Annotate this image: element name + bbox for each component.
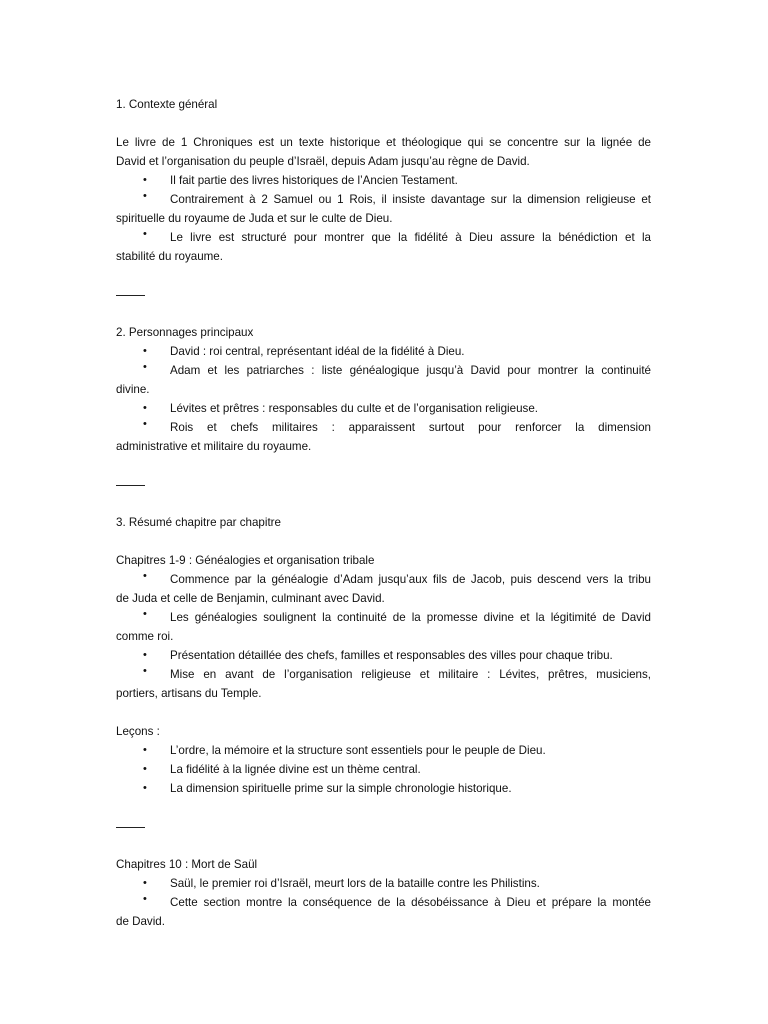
bullet-item xyxy=(116,893,651,931)
subheading-chapitres-1-9: Chapitres 1-9 : Généalogies et organisation tribale xyxy=(116,554,375,567)
bullet-item xyxy=(116,190,651,228)
bullet-item xyxy=(116,361,651,399)
bullet-item xyxy=(116,760,651,779)
section-heading-resume: 3. Résumé chapitre par chapitre xyxy=(116,516,281,529)
bullet-text: La dimension spirituelle prime sur la simple chronologie historique. xyxy=(170,782,512,795)
bullet-item xyxy=(116,171,651,190)
bullet-icon: • xyxy=(143,190,147,202)
bullet-text-continuation: stabilité du royaume. xyxy=(116,250,223,263)
bullet-text: Commence par la généalogie d’Adam jusqu’aux fils de Jacob, puis descend vers la tribu xyxy=(170,573,651,586)
bullet-icon: • xyxy=(143,893,147,905)
section-divider xyxy=(116,475,651,494)
bullet-text: Lévites et prêtres : responsables du culte et de l’organisation religieuse. xyxy=(170,402,538,415)
bullet-icon: • xyxy=(143,649,147,661)
bullet-text: L’ordre, la mémoire et la structure sont essentiels pour le peuple de Dieu. xyxy=(170,744,546,757)
bullet-icon: • xyxy=(143,665,147,677)
bullet-icon: • xyxy=(143,570,147,582)
bullet-text: Mise en avant de l’organisation religieuse et militaire : Lévites, prêtres, musiciens, xyxy=(170,668,651,681)
section-heading-contexte: 1. Contexte général xyxy=(116,98,218,111)
bullet-text: Présentation détaillée des chefs, familles et responsables des villes pour chaque tribu. xyxy=(170,649,613,662)
bullet-text-continuation: divine. xyxy=(116,383,150,396)
bullet-item xyxy=(116,665,651,703)
bullet-item xyxy=(116,608,651,646)
bullet-icon: • xyxy=(143,345,147,357)
paragraph-intro-line: David et l’organisation du peuple d’Israël, depuis Adam jusqu’au règne de David. xyxy=(116,155,530,168)
bullet-text: Le livre est structuré pour montrer que la fidélité à Dieu assure la bénédiction et la xyxy=(170,231,651,244)
section-heading-personnages: 2. Personnages principaux xyxy=(116,326,254,339)
bullet-item xyxy=(116,228,651,266)
subheading-chapitre-10: Chapitres 10 : Mort de Saül xyxy=(116,858,258,871)
subheading-lecons: Leçons : xyxy=(116,725,160,738)
bullet-text: Adam et les patriarches : liste généalogique jusqu’à David pour montrer la continuité xyxy=(170,364,651,377)
document-body xyxy=(116,95,651,931)
bullet-text-continuation: comme roi. xyxy=(116,630,174,643)
bullet-text-continuation: de Juda et celle de Benjamin, culminant avec David. xyxy=(116,592,385,605)
bullet-item xyxy=(116,646,651,665)
bullet-icon: • xyxy=(143,174,147,186)
bullet-icon: • xyxy=(143,877,147,889)
bullet-icon: • xyxy=(143,228,147,240)
bullet-icon: • xyxy=(143,402,147,414)
bullet-text-continuation: de David. xyxy=(116,915,165,928)
bullet-text: David : roi central, représentant idéal de la fidélité à Dieu. xyxy=(170,345,465,358)
section-divider xyxy=(116,817,651,836)
bullet-text-continuation: spirituelle du royaume de Juda et sur le culte de Dieu. xyxy=(116,212,393,225)
bullet-text: Il fait partie des livres historiques de l’Ancien Testament. xyxy=(170,174,458,187)
bullet-text: Rois et chefs militaires : apparaissent surtout pour renforcer la dimension xyxy=(170,421,651,434)
bullet-item xyxy=(116,399,651,418)
bullet-text-continuation: portiers, artisans du Temple. xyxy=(116,687,262,700)
section-divider xyxy=(116,285,651,304)
bullet-icon: • xyxy=(143,418,147,430)
bullet-text: Saül, le premier roi d’Israël, meurt lors de la bataille contre les Philistins. xyxy=(170,877,540,890)
bullet-icon: • xyxy=(143,782,147,794)
bullet-icon: • xyxy=(143,361,147,373)
bullet-item xyxy=(116,741,651,760)
bullet-icon: • xyxy=(143,763,147,775)
bullet-text: Les généalogies soulignent la continuité de la promesse divine et la légitimité de David xyxy=(170,611,651,624)
bullet-item xyxy=(116,779,651,798)
bullet-item xyxy=(116,570,651,608)
bullet-icon: • xyxy=(143,608,147,620)
bullet-item xyxy=(116,874,651,893)
paragraph-intro-line: Le livre de 1 Chroniques est un texte historique et théologique qui se concentre sur la lignée de xyxy=(116,136,651,149)
bullet-text-continuation: administrative et militaire du royaume. xyxy=(116,440,312,453)
bullet-icon: • xyxy=(143,744,147,756)
bullet-text: La fidélité à la lignée divine est un thème central. xyxy=(170,763,421,776)
bullet-text: Contrairement à 2 Samuel ou 1 Rois, il insiste davantage sur la dimension religieuse et xyxy=(170,193,651,206)
bullet-item xyxy=(116,418,651,456)
bullet-item xyxy=(116,342,651,361)
bullet-text: Cette section montre la conséquence de la désobéissance à Dieu et prépare la montée xyxy=(170,896,651,909)
